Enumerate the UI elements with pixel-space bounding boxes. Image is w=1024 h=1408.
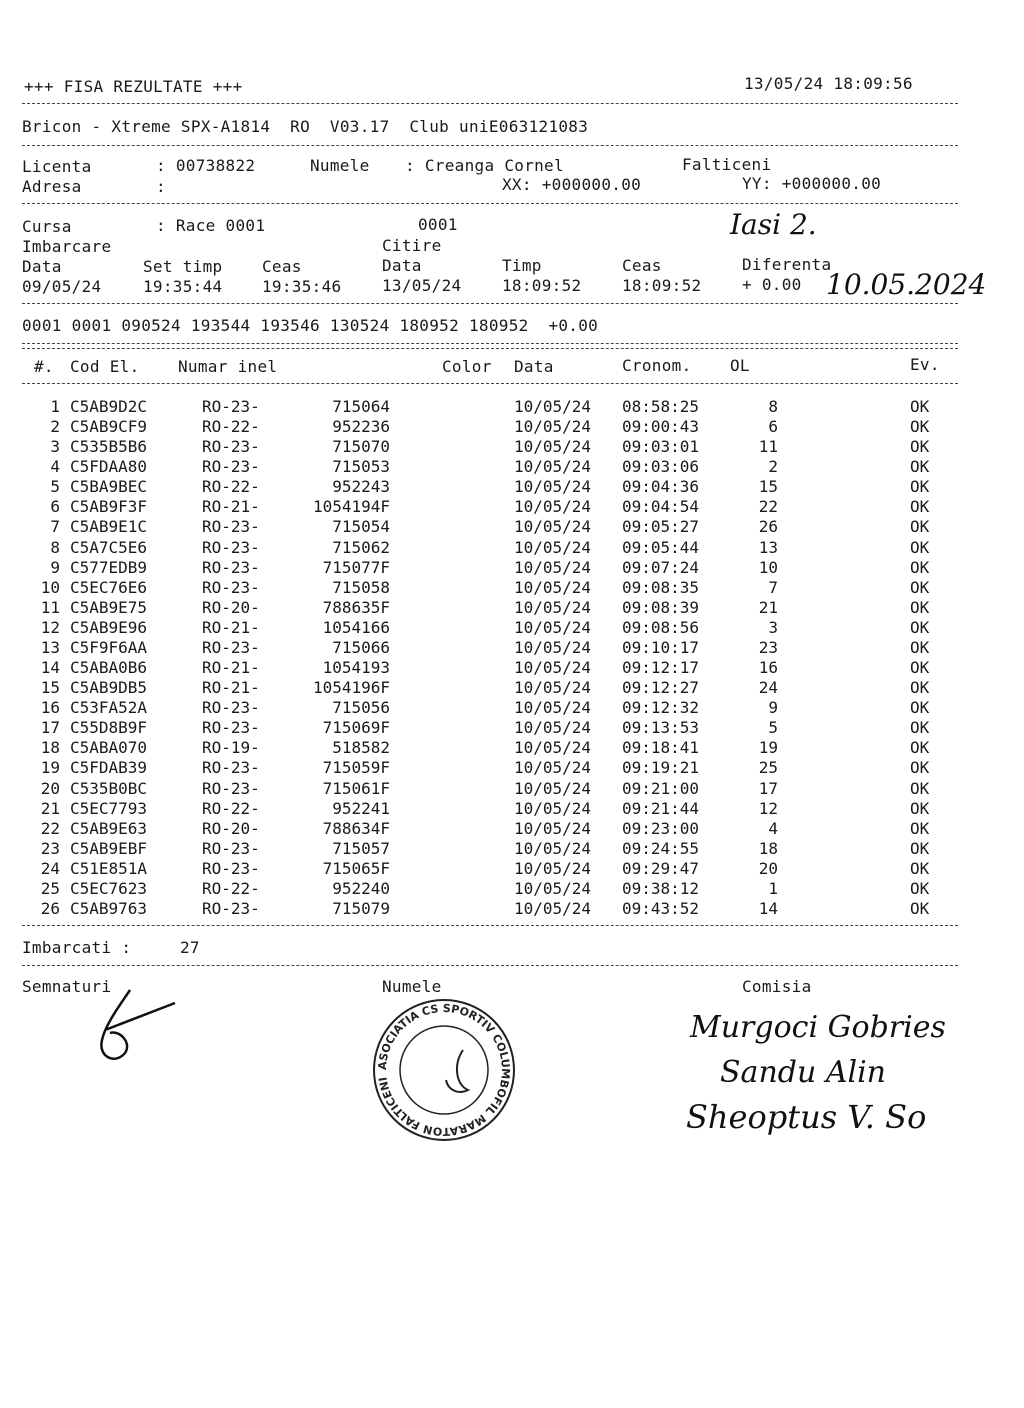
cell-ring-number: 715054 <box>332 517 390 537</box>
numele-footer-label: Numele <box>382 977 442 996</box>
cell-cod-el: C5AB9E75 <box>70 597 148 617</box>
cell-cod-el: C51E851A <box>70 858 148 878</box>
table-row <box>0 839 1024 859</box>
cell-cronom: 09:05:44 <box>622 537 700 557</box>
cell-index: 12 <box>40 617 60 637</box>
cell-data: 10/05/24 <box>514 497 592 517</box>
cell-ring-prefix: RO-23- <box>202 858 260 878</box>
cell-ring-prefix: RO-19- <box>202 738 260 758</box>
table-row <box>0 457 1024 477</box>
cell-ring-number: 715059F <box>322 758 390 778</box>
table-row <box>0 879 1024 899</box>
table-row <box>0 678 1024 698</box>
cell-ring-number: 715077F <box>322 557 390 577</box>
cell-cronom: 08:58:25 <box>622 397 700 416</box>
cell-data: 10/05/24 <box>514 738 592 758</box>
owner-city: Falticeni <box>682 155 772 174</box>
cell-ring-prefix: RO-21- <box>202 497 260 517</box>
cell-ring-number: 1054194F <box>312 497 390 517</box>
cell-ring-prefix: RO-23- <box>202 577 260 597</box>
table-row <box>0 417 1024 437</box>
cell-data: 10/05/24 <box>514 597 592 617</box>
cell-ring-prefix: RO-20- <box>202 597 260 617</box>
cell-ev: OK <box>910 497 930 517</box>
cell-ring-number: 952243 <box>332 477 390 497</box>
cell-ol: 15 <box>758 477 778 497</box>
th-ev: Ev. <box>910 355 940 374</box>
cell-cronom: 09:05:27 <box>622 517 700 537</box>
cell-ol: 21 <box>758 597 778 617</box>
col-header-diferenta: Diferenta <box>742 255 832 274</box>
yy-coord: YY: +000000.00 <box>742 174 882 193</box>
cell-ring-number: 715069F <box>322 718 390 738</box>
cell-data: 10/05/24 <box>514 718 592 738</box>
cell-index: 18 <box>40 738 60 758</box>
divider <box>22 343 958 344</box>
cell-ring-number: 715065F <box>322 858 390 878</box>
cell-data: 10/05/24 <box>514 878 592 898</box>
cell-cronom: 09:38:12 <box>622 878 700 898</box>
cell-ev: OK <box>910 417 930 437</box>
cell-ol: 23 <box>758 637 778 657</box>
divider <box>22 103 958 104</box>
cell-cronom: 09:24:55 <box>622 838 700 858</box>
cell-ol: 19 <box>758 738 778 758</box>
cell-cod-el: C5AB9E63 <box>70 818 148 838</box>
cell-ev: OK <box>910 858 930 878</box>
cell-ev: OK <box>910 698 930 718</box>
cell-index: 10 <box>40 577 60 597</box>
cell-ol: 24 <box>758 678 778 698</box>
cell-data: 10/05/24 <box>514 437 592 457</box>
th-numar-inel: Numar inel <box>178 357 278 376</box>
imbarcati-label: Imbarcati : <box>22 938 132 957</box>
cell-ol: 2 <box>768 457 778 477</box>
cell-cod-el: C5AB9F3F <box>70 497 148 517</box>
cell-ring-prefix: RO-23- <box>202 557 260 577</box>
svg-text:ASOCIATIA CS SPORTIV COLUMBOFI <box>376 1002 512 1138</box>
cell-ev: OK <box>910 798 930 818</box>
cell-ring-prefix: RO-22- <box>202 477 260 497</box>
cell-index: 1 <box>50 397 60 416</box>
cell-cod-el: C5BA9BEC <box>70 477 148 497</box>
numele-value: : Creanga Cornel <box>405 156 564 175</box>
cell-index: 13 <box>40 637 60 657</box>
cell-ring-prefix: RO-23- <box>202 537 260 557</box>
cell-cod-el: C5F9F6AA <box>70 637 148 657</box>
cell-ol: 1 <box>768 878 778 898</box>
cell-ring-prefix: RO-23- <box>202 718 260 738</box>
table-row <box>0 497 1024 517</box>
cell-ring-number: 715058 <box>332 577 390 597</box>
cell-ol: 26 <box>758 517 778 537</box>
cell-cronom: 09:23:00 <box>622 818 700 838</box>
divider <box>22 303 958 304</box>
cell-data: 10/05/24 <box>514 577 592 597</box>
cell-cod-el: C55D8B9F <box>70 718 148 738</box>
cell-cod-el: C5AB9763 <box>70 899 148 918</box>
table-row <box>0 638 1024 658</box>
adresa-label: Adresa <box>22 177 82 196</box>
cell-ring-prefix: RO-23- <box>202 899 260 918</box>
cell-ring-number: 952240 <box>332 878 390 898</box>
table-row <box>0 558 1024 578</box>
table-row <box>0 578 1024 598</box>
cell-index: 22 <box>40 818 60 838</box>
club-stamp <box>368 995 520 1145</box>
cell-ring-prefix: RO-23- <box>202 637 260 657</box>
table-row <box>0 517 1024 537</box>
citire-label: Citire <box>382 236 442 255</box>
cell-data: 10/05/24 <box>514 417 592 437</box>
cell-cod-el: C5AB9E1C <box>70 517 148 537</box>
cell-ev: OK <box>910 477 930 497</box>
adresa-value: : <box>156 177 166 196</box>
col-header-set-timp: Set timp <box>143 257 223 276</box>
cell-data: 10/05/24 <box>514 678 592 698</box>
cell-ol: 20 <box>758 858 778 878</box>
cell-index: 5 <box>50 477 60 497</box>
table-row <box>0 658 1024 678</box>
summary-line: 0001 0001 090524 193544 193546 130524 180952 180952 +0.00 <box>22 316 599 335</box>
cell-cod-el: C577EDB9 <box>70 557 148 577</box>
cell-ev: OK <box>910 718 930 738</box>
cell-ev: OK <box>910 738 930 758</box>
cell-ring-prefix: RO-21- <box>202 617 260 637</box>
cell-cronom: 09:13:53 <box>622 718 700 738</box>
th-color: Color <box>442 357 492 376</box>
col-header-timp: Timp <box>502 256 542 275</box>
cell-cod-el: C535B0BC <box>70 778 148 798</box>
cell-cod-el: C5FDAB39 <box>70 758 148 778</box>
cell-index: 23 <box>40 838 60 858</box>
cell-ev: OK <box>910 818 930 838</box>
cell-ring-prefix: RO-23- <box>202 778 260 798</box>
cell-ring-prefix: RO-23- <box>202 397 260 416</box>
cell-index: 14 <box>40 658 60 678</box>
citire-ceas: 18:09:52 <box>622 276 702 295</box>
cell-ring-number: 715066 <box>332 637 390 657</box>
table-row <box>0 738 1024 758</box>
col-header-data-citire: Data <box>382 256 422 275</box>
cell-ev: OK <box>910 758 930 778</box>
cell-cronom: 09:10:17 <box>622 637 700 657</box>
th-ol: OL <box>730 356 750 375</box>
handwritten-note: Iasi 2. <box>730 208 817 241</box>
cell-ol: 16 <box>758 658 778 678</box>
cell-ring-number: 715064 <box>332 397 390 416</box>
report-title: +++ FISA REZULTATE +++ <box>24 77 243 96</box>
committee-signature-1: Murgoci Gobries <box>690 1010 946 1045</box>
cell-ev: OK <box>910 557 930 577</box>
th-cod-el: Cod El. <box>70 357 140 376</box>
cell-cronom: 09:21:00 <box>622 778 700 798</box>
cell-index: 2 <box>50 417 60 437</box>
imbarcare-set-timp: 19:35:44 <box>143 277 223 296</box>
cell-ev: OK <box>910 778 930 798</box>
cell-ol: 6 <box>768 417 778 437</box>
cell-cod-el: C5AB9E96 <box>70 617 148 637</box>
divider <box>22 383 958 384</box>
cell-index: 4 <box>50 457 60 477</box>
cell-ring-number: 518582 <box>332 738 390 758</box>
divider <box>22 925 958 926</box>
table-row <box>0 618 1024 638</box>
cell-data: 10/05/24 <box>514 617 592 637</box>
th-data: Data <box>514 357 554 376</box>
divider <box>22 203 958 204</box>
table-row <box>0 437 1024 457</box>
cell-ev: OK <box>910 637 930 657</box>
cell-ring-number: 1054166 <box>322 617 390 637</box>
cell-ol: 13 <box>758 537 778 557</box>
citire-data: 13/05/24 <box>382 276 462 295</box>
cell-data: 10/05/24 <box>514 899 592 918</box>
cell-data: 10/05/24 <box>514 517 592 537</box>
th-cronom: Cronom. <box>622 356 692 375</box>
cell-ring-prefix: RO-23- <box>202 758 260 778</box>
cell-index: 11 <box>40 597 60 617</box>
table-row <box>0 799 1024 819</box>
cell-ol: 5 <box>768 718 778 738</box>
cell-index: 8 <box>50 537 60 557</box>
cell-ring-prefix: RO-23- <box>202 838 260 858</box>
cell-cod-el: C5EC76E6 <box>70 577 148 597</box>
cell-data: 10/05/24 <box>514 557 592 577</box>
cell-ev: OK <box>910 437 930 457</box>
cell-data: 10/05/24 <box>514 858 592 878</box>
cell-data: 10/05/24 <box>514 798 592 818</box>
table-row <box>0 779 1024 799</box>
licenta-value: : 00738822 <box>156 156 256 175</box>
cell-ring-number: 715061F <box>322 778 390 798</box>
handwritten-date: 10.05.2024 <box>826 268 987 301</box>
cell-index: 21 <box>40 798 60 818</box>
cell-index: 24 <box>40 858 60 878</box>
cell-index: 9 <box>50 557 60 577</box>
imbarcare-label: Imbarcare <box>22 237 112 256</box>
cell-data: 10/05/24 <box>514 698 592 718</box>
cell-index: 6 <box>50 497 60 517</box>
cell-ol: 17 <box>758 778 778 798</box>
table-row <box>0 397 1024 417</box>
cell-ring-number: 715062 <box>332 537 390 557</box>
cell-ring-number: 1054196F <box>312 678 390 698</box>
cell-ev: OK <box>910 658 930 678</box>
cell-index: 25 <box>40 878 60 898</box>
cell-cronom: 09:43:52 <box>622 899 700 918</box>
cell-ring-number: 715070 <box>332 437 390 457</box>
cell-data: 10/05/24 <box>514 838 592 858</box>
cell-index: 20 <box>40 778 60 798</box>
cell-ev: OK <box>910 878 930 898</box>
cell-cronom: 09:18:41 <box>622 738 700 758</box>
committee-signature-2: Sandu Alin <box>720 1055 886 1090</box>
cell-ol: 8 <box>768 397 778 416</box>
cell-ring-prefix: RO-23- <box>202 457 260 477</box>
cell-cronom: 09:03:06 <box>622 457 700 477</box>
cell-data: 10/05/24 <box>514 397 592 416</box>
cell-ol: 25 <box>758 758 778 778</box>
cell-cronom: 09:12:32 <box>622 698 700 718</box>
cell-index: 15 <box>40 678 60 698</box>
cell-cronom: 09:08:39 <box>622 597 700 617</box>
cell-ring-number: 715057 <box>332 838 390 858</box>
cell-cronom: 09:07:24 <box>622 557 700 577</box>
cell-index: 19 <box>40 758 60 778</box>
xx-coord: XX: +000000.00 <box>502 175 642 194</box>
licenta-label: Licenta <box>22 157 92 176</box>
cell-data: 10/05/24 <box>514 758 592 778</box>
col-header-data: Data <box>22 257 62 276</box>
cell-ring-prefix: RO-22- <box>202 417 260 437</box>
table-row <box>0 718 1024 738</box>
cell-cod-el: C5AB9D2C <box>70 397 148 416</box>
cell-ol: 4 <box>768 818 778 838</box>
divider <box>22 965 958 966</box>
cell-cod-el: C5EC7623 <box>70 878 148 898</box>
divider <box>22 145 958 146</box>
cursa-value: : Race 0001 <box>156 216 266 235</box>
th-index: #. <box>34 357 54 376</box>
cell-data: 10/05/24 <box>514 477 592 497</box>
cell-ol: 9 <box>768 698 778 718</box>
cell-ol: 18 <box>758 838 778 858</box>
cell-data: 10/05/24 <box>514 457 592 477</box>
cell-cod-el: C535B5B6 <box>70 437 148 457</box>
cell-ev: OK <box>910 517 930 537</box>
col-header-ceas-citire: Ceas <box>622 256 662 275</box>
cell-cronom: 09:21:44 <box>622 798 700 818</box>
table-row <box>0 758 1024 778</box>
imbarcare-data: 09/05/24 <box>22 277 102 296</box>
cell-ring-prefix: RO-21- <box>202 658 260 678</box>
cell-ev: OK <box>910 899 930 918</box>
cell-data: 10/05/24 <box>514 658 592 678</box>
cell-cod-el: C5FDAA80 <box>70 457 148 477</box>
table-row <box>0 598 1024 618</box>
imbarcati-value: 27 <box>180 938 200 957</box>
cell-ring-prefix: RO-21- <box>202 678 260 698</box>
cell-ev: OK <box>910 397 930 416</box>
cell-cronom: 09:12:27 <box>622 678 700 698</box>
cell-ol: 22 <box>758 497 778 517</box>
diferenta-value: + 0.00 <box>742 275 802 294</box>
table-row <box>0 859 1024 879</box>
owner-signature <box>80 985 190 1075</box>
cell-cod-el: C5ABA0B6 <box>70 658 148 678</box>
cell-ring-number: 1054193 <box>322 658 390 678</box>
cell-cod-el: C5AB9CF9 <box>70 417 148 437</box>
citire-timp: 18:09:52 <box>502 276 582 295</box>
cell-ring-prefix: RO-23- <box>202 517 260 537</box>
cell-ev: OK <box>910 597 930 617</box>
table-row <box>0 698 1024 718</box>
divider <box>22 348 958 349</box>
committee-signature-3: Sheoptus V. So <box>686 1098 927 1136</box>
device-info: Bricon - Xtreme SPX-A1814 RO V03.17 Club uniE063121083 <box>22 117 589 136</box>
cell-ol: 3 <box>768 617 778 637</box>
cell-index: 26 <box>40 899 60 918</box>
cell-cronom: 09:04:36 <box>622 477 700 497</box>
cell-data: 10/05/24 <box>514 778 592 798</box>
cell-data: 10/05/24 <box>514 637 592 657</box>
cell-ev: OK <box>910 457 930 477</box>
comisia-label: Comisia <box>742 977 812 996</box>
cell-ring-number: 788635F <box>322 597 390 617</box>
cell-cronom: 09:29:47 <box>622 858 700 878</box>
cell-ring-prefix: RO-20- <box>202 818 260 838</box>
cell-cronom: 09:08:35 <box>622 577 700 597</box>
cell-ev: OK <box>910 577 930 597</box>
semnaturi-label: Semnaturi <box>22 977 112 996</box>
table-row <box>0 538 1024 558</box>
cell-ring-number: 788634F <box>322 818 390 838</box>
table-row <box>0 899 1024 919</box>
cell-ev: OK <box>910 537 930 557</box>
cell-data: 10/05/24 <box>514 537 592 557</box>
cell-cronom: 09:08:56 <box>622 617 700 637</box>
cell-index: 17 <box>40 718 60 738</box>
table-row <box>0 477 1024 497</box>
cell-cronom: 09:19:21 <box>622 758 700 778</box>
stamp-text: ASOCIATIA CS SPORTIV COLUMBOFIL MARATON FALTICENI <box>375 1001 513 1139</box>
imbarcare-ceas: 19:35:46 <box>262 277 342 296</box>
cell-cod-el: C5EC7793 <box>70 798 148 818</box>
numele-label: Numele <box>310 156 370 175</box>
cell-cronom: 09:03:01 <box>622 437 700 457</box>
cell-ring-number: 715053 <box>332 457 390 477</box>
cell-ring-prefix: RO-23- <box>202 437 260 457</box>
cell-ol: 7 <box>768 577 778 597</box>
cell-ring-prefix: RO-22- <box>202 798 260 818</box>
cell-ev: OK <box>910 838 930 858</box>
cell-ol: 14 <box>758 899 778 918</box>
print-timestamp: 13/05/24 18:09:56 <box>744 74 913 93</box>
cell-index: 3 <box>50 437 60 457</box>
cell-cronom: 09:04:54 <box>622 497 700 517</box>
cell-data: 10/05/24 <box>514 818 592 838</box>
cell-ev: OK <box>910 617 930 637</box>
cell-cod-el: C5ABA070 <box>70 738 148 758</box>
cell-cod-el: C5AB9DB5 <box>70 678 148 698</box>
cell-ring-prefix: RO-23- <box>202 698 260 718</box>
cell-ol: 11 <box>758 437 778 457</box>
cell-index: 7 <box>50 517 60 537</box>
cell-ev: OK <box>910 678 930 698</box>
cell-ring-number: 952241 <box>332 798 390 818</box>
cell-ol: 10 <box>758 557 778 577</box>
cell-cod-el: C5AB9EBF <box>70 838 148 858</box>
cell-cronom: 09:00:43 <box>622 417 700 437</box>
cell-ring-number: 715079 <box>332 899 390 918</box>
race-code: 0001 <box>418 215 458 234</box>
cell-ring-number: 952236 <box>332 417 390 437</box>
cell-ol: 12 <box>758 798 778 818</box>
cell-ring-number: 715056 <box>332 698 390 718</box>
cell-cod-el: C5A7C5E6 <box>70 537 148 557</box>
col-header-ceas: Ceas <box>262 257 302 276</box>
cell-index: 16 <box>40 698 60 718</box>
cell-cod-el: C53FA52A <box>70 698 148 718</box>
cell-ring-prefix: RO-22- <box>202 878 260 898</box>
cursa-label: Cursa <box>22 217 72 236</box>
cell-cronom: 09:12:17 <box>622 658 700 678</box>
table-row <box>0 819 1024 839</box>
